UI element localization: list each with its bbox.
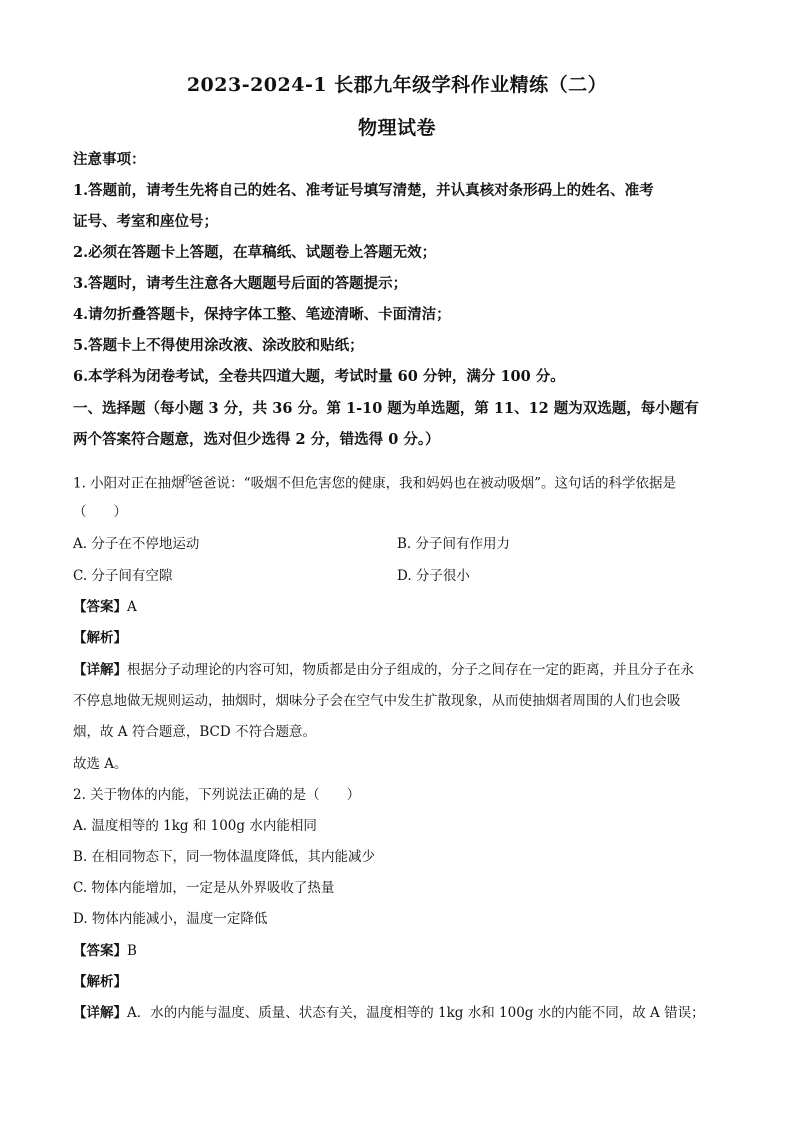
detail-tag: 【详解】	[73, 662, 127, 678]
detail-tag: 【详解】	[73, 1005, 127, 1021]
note-item: 1.答题前，请考生先将自己的姓名、准考证号填写清楚，并认真核对条形码上的姓名、准考	[73, 182, 654, 199]
section-heading-cont: 两个答案符合题意，选对但少选得 2 分，错选得 0 分。）	[73, 431, 440, 448]
detail-text: 根据分子动理论的内容可知，物质都是由分子组成的，分子之间存在一定的距离，并且分子在永	[127, 662, 694, 678]
question-1-stem	[73, 470, 723, 494]
question-1-detail-line3: 烟，故 A 符合题意，BCD 不符合题意。	[73, 724, 316, 740]
answer-tag: 【答案】	[73, 943, 127, 959]
question-2-stem: 2. 关于物体的内能，下列说法正确的是（ ）	[73, 787, 361, 803]
note-item: 4.请勿折叠答题卡，保持字体工整、笔迹清晰、卡面清洁；	[73, 306, 451, 323]
question-1-stem-part-b: 爸爸说：“吸烟不但危害您的健康，我和妈妈也在被动吸烟”。这句话的科学依据是	[189, 475, 676, 492]
question-1-conclusion: 故选 A。	[73, 756, 128, 772]
question-1-option-b: B. 分子间有作用力	[397, 536, 511, 552]
analysis-tag: 【解析】	[73, 630, 127, 646]
answer-value: A	[127, 599, 137, 615]
answer-value: B	[127, 943, 137, 959]
question-2-analysis	[73, 972, 723, 992]
question-2-option-b: B. 在相同物态下，同一物体温度降低，其内能减少	[73, 849, 376, 865]
question-1-stem-mark: 的	[182, 475, 192, 485]
question-1-option-c: C. 分子间有空隙	[73, 568, 173, 584]
page-subtitle: 物理试卷	[357, 117, 436, 139]
note-item: 3.答题时，请考生注意各大题题号后面的答题提示；	[73, 275, 408, 292]
detail-text: A．水的内能与温度、质量、状态有关，温度相等的 1kg 水和 100g 水的内能不同，故 A 错误；	[127, 1005, 705, 1021]
question-1-analysis	[73, 628, 723, 648]
note-item: 5.答题卡上不得使用涂改液、涂改胶和贴纸；	[73, 337, 364, 354]
question-1-stem-part-a: 1. 小阳对正在抽烟	[73, 475, 185, 492]
question-1-option-d: D. 分子很小	[397, 568, 470, 584]
question-2-option-d: D. 物体内能减小，温度一定降低	[73, 911, 268, 927]
question-2-answer	[73, 941, 723, 961]
answer-tag: 【答案】	[73, 599, 127, 615]
question-1-option-a: A. 分子在不停地运动	[73, 536, 200, 552]
question-2-option-c: C. 物体内能增加，一定是从外界吸收了热量	[73, 880, 335, 896]
note-item: 6.本学科为闭卷考试，全卷共四道大题，考试时量 60 分钟，满分 100 分。	[73, 368, 565, 385]
section-heading: 一、选择题（每小题 3 分，共 36 分。第 1-10 题为单选题，第 11、12 题为双选题，每小题有	[73, 400, 699, 417]
question-1-answer	[73, 597, 723, 617]
question-1-detail-line2: 不停息地做无规则运动，抽烟时，烟味分子会在空气中发生扩散现象，从而使抽烟者周围的人们也会吸	[73, 693, 681, 709]
question-1-stem-line2: （ ）	[73, 504, 127, 520]
notes-heading: 注意事项：	[73, 151, 146, 168]
question-1-detail-line1	[73, 660, 723, 680]
note-item: 证号、考室和座位号；	[73, 213, 218, 230]
question-2-option-a: A. 温度相等的 1kg 和 100g 水内能相同	[73, 818, 317, 834]
question-2-detail-line1	[73, 1003, 723, 1023]
page-title: 2023-2024-1 长郡九年级学科作业精练（二）	[186, 74, 608, 96]
note-item: 2.必须在答题卡上答题，在草稿纸、试题卷上答题无效；	[73, 244, 437, 261]
analysis-tag: 【解析】	[73, 974, 127, 990]
